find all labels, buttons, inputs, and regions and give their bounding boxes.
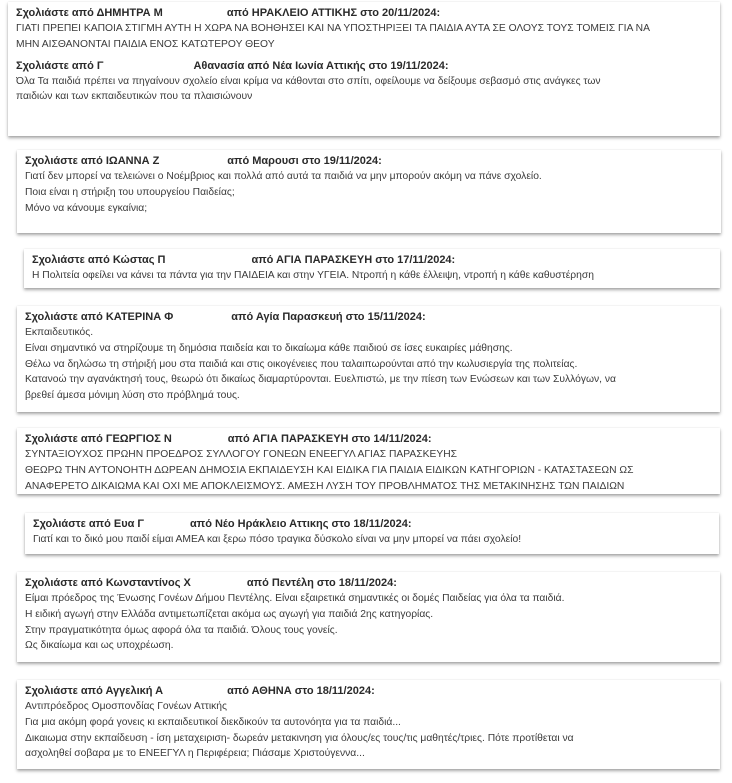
comment-author: Σχολιάστε από ΓΕΩΡΓΙΟΣ Ν [25, 433, 172, 445]
comment-text-line: Η ειδική αγωγή στην Ελλάδα αντιμετωπίζεται ακόμα ως αγωγή για παιδιά 2ης κατηγορίας. [25, 608, 434, 620]
comment-card [8, 2, 720, 136]
comment-text-line: Για μια ακόμη φορά γονεις κι εκπαιδευτικοί διεκδικούν τα αυτονόητα για τα παιδιά... [25, 716, 401, 728]
comment-author: Σχολιάστε από Ευα Γ [33, 518, 145, 530]
comment-header [33, 517, 713, 532]
comment-location-date: από Μαρουσι στο 19/11/2024: [227, 155, 382, 167]
comment-text-line: ΜΗΝ ΑΙΣΘΑΝΟΝΤΑΙ ΠΑΙΔΙΑ ΕΝΟΣ ΚΑΤΩΤΕΡΟΥ ΘΕΟΥ [16, 38, 275, 50]
comment-author: Σχολιάστε από ΚΑΤΕΡΙΝΑ Φ [25, 311, 174, 323]
comment-text-line: Κατανοώ την αγανάκτησή τους, θεωρώ ότι δικαίως διαμαρτύρονται. Ευελπιστώ, με την πίεση των Ενώσεων και των Συλλόγων, να [25, 374, 617, 386]
comment-text-line: Θέλω να δηλώσω τη στήριξή μου στα παιδιά και στις οικογένειες που ταλαιπωρούνται από την κωλυσιεργία της πολιτείας. [25, 358, 578, 370]
comment-location-date: από ΗΡΑΚΛΕΙΟ ΑΤΤΙΚΗΣ στο 20/11/2024: [226, 7, 441, 19]
comment-text-line: βρεθεί άμεσα μόνιμη λύση στο πρόβλημά τους. [25, 390, 240, 402]
comment-text-line: Ποια είναι η στήριξη του υπουργείου Παιδείας; [25, 186, 235, 198]
comment-card [17, 572, 720, 662]
comment-card [24, 249, 720, 288]
comment-text-line: Είναι σημαντικό να στηρίζουμε τη δημόσια παιδεία και το δικαίωμα κάθε παιδιού σε ίσες ευκαιρίες μάθησης. [25, 342, 513, 354]
comment-text-line: Μόνο να κάνουμε εγκαίνια; [25, 202, 148, 214]
comment-location-date: από Αγία Παρασκευή στο 15/11/2024: [231, 311, 426, 323]
comment-header [25, 576, 714, 591]
comment-author: Σχολιάστε από ΙΩΑΝΝΑ Ζ [25, 155, 160, 167]
comment-header [25, 154, 715, 169]
comment-text-line: παιδιών και των εκπαιδευτικών που τα πλαισιώνουν [16, 91, 253, 103]
comment-header [25, 310, 714, 325]
comment-text-line: Η Πολιτεία οφείλει να κάνει τα πάντα για την ΠΑΙΔΕΙΑ και στην ΥΓΕΙΑ. Ντροπή η κάθε έλλειψη, ντροπή η κάθε καθυστέρηση [32, 270, 594, 281]
comment-text-line: Αντιπρόεδρος Ομοσπονδίας Γονέων Αττικής [25, 701, 228, 712]
comment-text-line: Εκπαιδευτικός. [25, 327, 94, 338]
comment-text-line: Γιατί δεν μπορεί να τελειώνει ο Νοέμβριος και πολλά από αυτά τα παιδιά να μην μπορούν ακόμη να πάνε σχολείο. [25, 171, 542, 182]
comment-text-line: Είμαι πρόεδρος της Ένωσης Γονέων Δήμου Πεντέλης. Είναι εξαιρετικά σημαντικές οι δομές Παιδείας για όλα τα παιδιά. [25, 593, 565, 604]
comment-header [25, 432, 714, 447]
comment-location-date: από ΑΓΙΑ ΠΑΡΑΣΚΕΥΗ στο 17/11/2024: [251, 254, 456, 266]
comment-card [17, 306, 720, 412]
comment-author: Σχολιάστε από Κώστας Π [32, 254, 166, 266]
comment-card [17, 428, 720, 494]
comment-header [32, 253, 714, 268]
comment-text-line: Δικαιωμα στην εκπαίδευση - ίση μεταχειριση- δωρεάν μετακινηση για όλους/ες τους/τις μαθητές/τριες. Πότε προτίθεται να [25, 732, 574, 744]
comment-header [16, 6, 714, 21]
comment-text-line: ΘΕΩΡΩ ΤΗΝ ΑΥΤΟΝΟΗΤΗ ΔΩΡΕΑΝ ΔΗΜΟΣΙΑ ΕΚΠΑΙΔΕΥΣΗ ΚΑΙ ΕΙΔΙΚΑ ΓΙΑ ΠΑΙΔΙΑ ΕΙΔΙΚΩΝ ΚΑΤΗΓΟΡΙΩΝ - ΚΑΤΑΣΤΑΣΕΩΝ ΩΣ [25, 464, 634, 476]
comment-author: Σχολιάστε από ΔΗΜΗΤΡΑ Μ [16, 7, 163, 19]
comment-header [25, 684, 714, 699]
comment-location-date: Αθανασία από Νέα Ιωνία Αττικής στο 19/11/2024: [193, 59, 449, 72]
comment-location-date: από ΑΘΗΝΑ στο 18/11/2024: [227, 685, 375, 697]
comment-text-line: ΣΥΝΤΑΞΙΟΥΧΟΣ ΠΡΩΗΝ ΠΡΟΕΔΡΟΣ ΣΥΛΛΟΓΟΥ ΓΟΝΕΩΝ ΕΝΕΕΓΥΛ ΑΓΙΑΣ ΠΑΡΑΣΚΕΥΗΣ [25, 449, 458, 460]
comment-text-line: ασχοληθεί σοβαρα με το ΕΝΕΕΓΥΛ η Περιφέρεια; Πιάσαμε Χριστούγεννα... [25, 748, 365, 760]
comment-card [17, 680, 720, 769]
comment-text-line: ΑΝΑΦΕΡΕΤΟ ΔΙΚΑΙΩΜΑ ΚΑΙ ΟΧΙ ΜΕ ΑΠΟΚΛΕΙΣΜΟΥΣ. ΑΜΕΣΗ ΛΥΣΗ ΤΟΥ ΠΡΟΒΛΗΜΑΤΟΣ ΤΗΣ ΜΕΤΑΚΙΝΗΣΗΣ ΤΩΝ ΠΑΙΔΙΩΝ [25, 480, 625, 492]
comment-text-line: Γιατί και το δικό μου παιδί είμαι ΑΜΕΑ και ξερω πόσο τραγικα δύσκολο είναι να μην μπορεί να πάει σχολείο! [33, 534, 522, 545]
comment-card [25, 513, 719, 554]
comment-header [16, 59, 714, 74]
comment-location-date: από Νέο Ηράκλειο Αττικης στο 18/11/2024: [190, 518, 412, 530]
comment-text-line: Ως δικαίωμα και ως υποχρέωση. [25, 640, 174, 652]
comment-location-date: από ΑΓΙΑ ΠΑΡΑΣΚΕΥΗ στο 14/11/2024: [227, 433, 432, 445]
comment-author: Σχολιάστε από Κωνσταντίνος Χ [25, 577, 191, 589]
comment-text-line: Όλα Τα παιδιά πρέπει να πηγαίνουν σχολείο είναι κρίμα να κάθονται στο σπίτι, οφείλουμε να δείξουμε σεβασμό στις ανάγκες των [16, 75, 601, 87]
comment-text-line: ΓΙΑΤΙ ΠΡΕΠΕΙ ΚΑΠΟΙΑ ΣΤΙΓΜΗ ΑΥΤΗ Η ΧΩΡΑ ΝΑ ΒΟΗΘΗΣΕΙ ΚΑΙ ΝΑ ΥΠΟΣΤΗΡΙΞΕΙ ΤΑ ΠΑΙΔΙΑ ΑΥΤΑ ΣΕ ΟΛΟΥΣ ΤΟΥΣ ΤΟΜΕΙΣ ΓΙΑ ΝΑ [16, 23, 650, 34]
comment-text-line: Στην πραγματικότητα όμως αφορά όλα τα παιδιά. Όλους τους γονείς. [25, 624, 338, 636]
comment-author: Σχολιάστε από Αγγελική Α [25, 685, 164, 697]
comment-author: Σχολιάστε από Γ [16, 59, 104, 72]
comment-location-date: από Πεντέλη στο 18/11/2024: [246, 577, 397, 589]
comment-card [17, 150, 721, 233]
